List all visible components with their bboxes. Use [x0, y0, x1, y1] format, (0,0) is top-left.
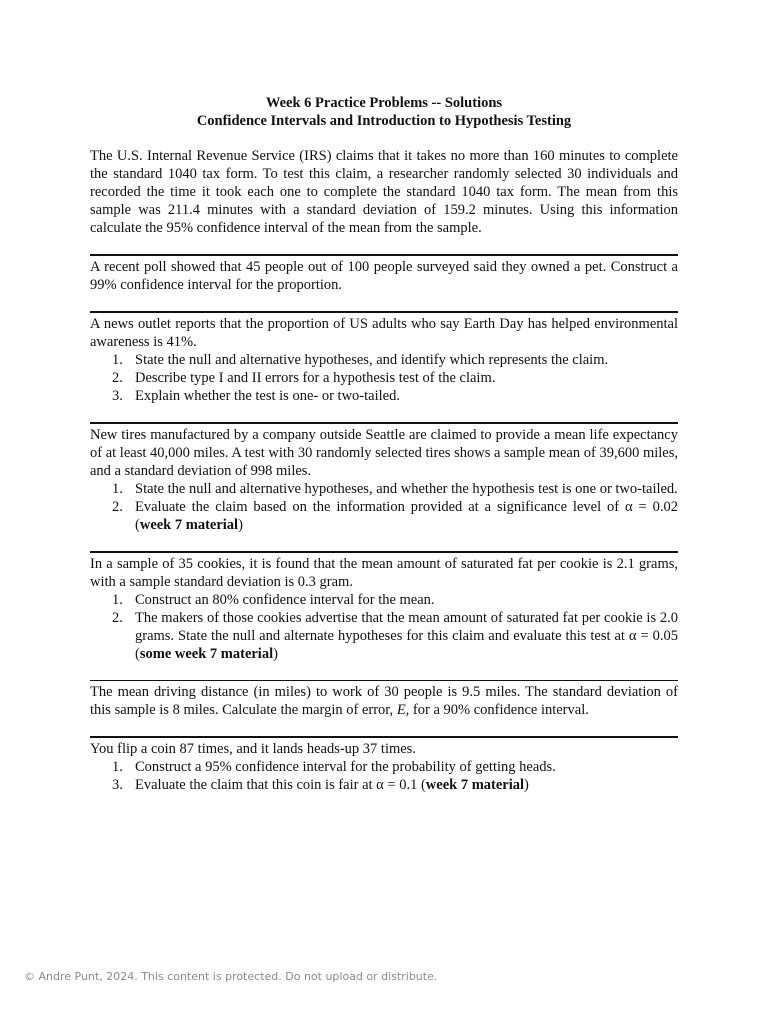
problem-text: New tires manufactured by a company outside Seattle are claimed to provide a mean life expectancy of at least 40,000 miles. A test with 30 randomly selected tires shows a sample mean of 39,600 miles, and a standard deviation of 998 miles.: [90, 427, 678, 479]
list-item: [90, 480, 678, 498]
list-item: [90, 369, 678, 387]
item-text-end: ): [238, 517, 243, 533]
divider: [90, 422, 678, 424]
item-text: State the null and alternative hypotheses, and whether the hypothesis test is one or two-tailed.: [135, 481, 678, 497]
problem-tires: [90, 426, 678, 534]
item-number: 2.: [112, 610, 123, 626]
problem-coin-flip: [90, 740, 678, 794]
item-text: Construct a 95% confidence interval for the probability of getting heads.: [135, 759, 556, 775]
list-item: [90, 776, 678, 794]
item-text: Evaluate the claim based on the information provided at a significance level of α = 0.02 (: [135, 499, 678, 533]
problem-pet-poll: [90, 258, 678, 294]
copyright-footer: © Andre Punt, 2024. This content is protected. Do not upload or distribute.: [24, 970, 438, 983]
problem-text: A news outlet reports that the proportion of US adults who say Earth Day has helped environmental awareness is 41%.: [90, 316, 678, 350]
question-list: [90, 758, 678, 794]
problem-irs: [90, 147, 678, 237]
list-item: [90, 758, 678, 776]
problem-text-start: The mean driving distance (in miles) to work of 30 people is 9.5 miles. The standard deviation of this sample is 8 miles. Calculate the margin of error,: [90, 684, 678, 718]
divider: [90, 254, 678, 256]
item-text-end: ): [273, 646, 278, 662]
question-list: [90, 591, 678, 663]
question-list: [90, 351, 678, 405]
problem-earth-day: [90, 315, 678, 405]
list-item: [90, 591, 678, 609]
item-text: Construct an 80% confidence interval for the mean.: [135, 592, 435, 608]
item-number: 3.: [112, 388, 123, 404]
divider: [90, 736, 678, 738]
page-title: Week 6 Practice Problems -- Solutions: [265, 95, 503, 111]
problem-text: The U.S. Internal Revenue Service (IRS) claims that it takes no more than 160 minutes to complete the standard 1040 tax form. To test this claim, a researcher randomly selected 30 individuals and recorded the time it took each one to complete the standard 1040 tax form. The mean from this sample was 211.4 minutes with a standard deviation of 159.2 minutes. Using this information calculate the 95% confidence interval of the mean from the sample.: [90, 148, 678, 236]
item-number: 1.: [112, 481, 123, 497]
divider: [90, 680, 678, 681]
problem-text: In a sample of 35 cookies, it is found that the mean amount of saturated fat per cookie is 2.1 grams, with a sample standard deviation is 0.3 gram.: [90, 556, 678, 590]
problem-text-end: , for a 90% confidence interval.: [405, 702, 589, 718]
item-text: Evaluate the claim that this coin is fair at α = 0.1 (: [135, 777, 426, 793]
item-text: State the null and alternative hypotheses, and identify which represents the claim.: [135, 352, 609, 368]
item-text: The makers of those cookies advertise that the mean amount of saturated fat per cookie is 2.0 grams. State the null and alternate hypotheses for this claim and evaluate this test at α = 0.05 (: [135, 610, 678, 662]
problem-text-symbol: E: [396, 702, 406, 718]
item-number: 1.: [112, 759, 123, 775]
item-number: 2.: [112, 370, 123, 386]
item-number: 1.: [112, 592, 123, 608]
item-note: week 7 material: [425, 777, 525, 793]
problem-text: A recent poll showed that 45 people out of 100 people surveyed said they owned a pet. Construct a 99% confidence interval for the proportion.: [90, 259, 678, 293]
question-list: [90, 480, 678, 534]
item-note: some week 7 material: [139, 646, 274, 662]
document-page: [90, 94, 678, 794]
item-text: Describe type I and II errors for a hypothesis test of the claim.: [135, 370, 496, 386]
list-item: [90, 498, 678, 534]
divider: [90, 551, 678, 553]
problem-driving-distance: [90, 683, 678, 719]
problem-text: [90, 683, 678, 719]
item-number: 3.: [112, 777, 123, 793]
problem-text: You flip a coin 87 times, and it lands heads-up 37 times.: [90, 741, 416, 757]
problem-cookies: [90, 555, 678, 663]
list-item: [90, 387, 678, 405]
item-number: 2.: [112, 499, 123, 515]
item-text-end: ): [524, 777, 529, 793]
list-item: [90, 609, 678, 663]
divider: [90, 311, 678, 313]
item-number: 1.: [112, 352, 123, 368]
list-item: [90, 351, 678, 369]
item-text: Explain whether the test is one- or two-tailed.: [135, 388, 400, 404]
item-note: week 7 material: [139, 517, 239, 533]
page-subtitle: Confidence Intervals and Introduction to Hypothesis Testing: [196, 113, 572, 129]
